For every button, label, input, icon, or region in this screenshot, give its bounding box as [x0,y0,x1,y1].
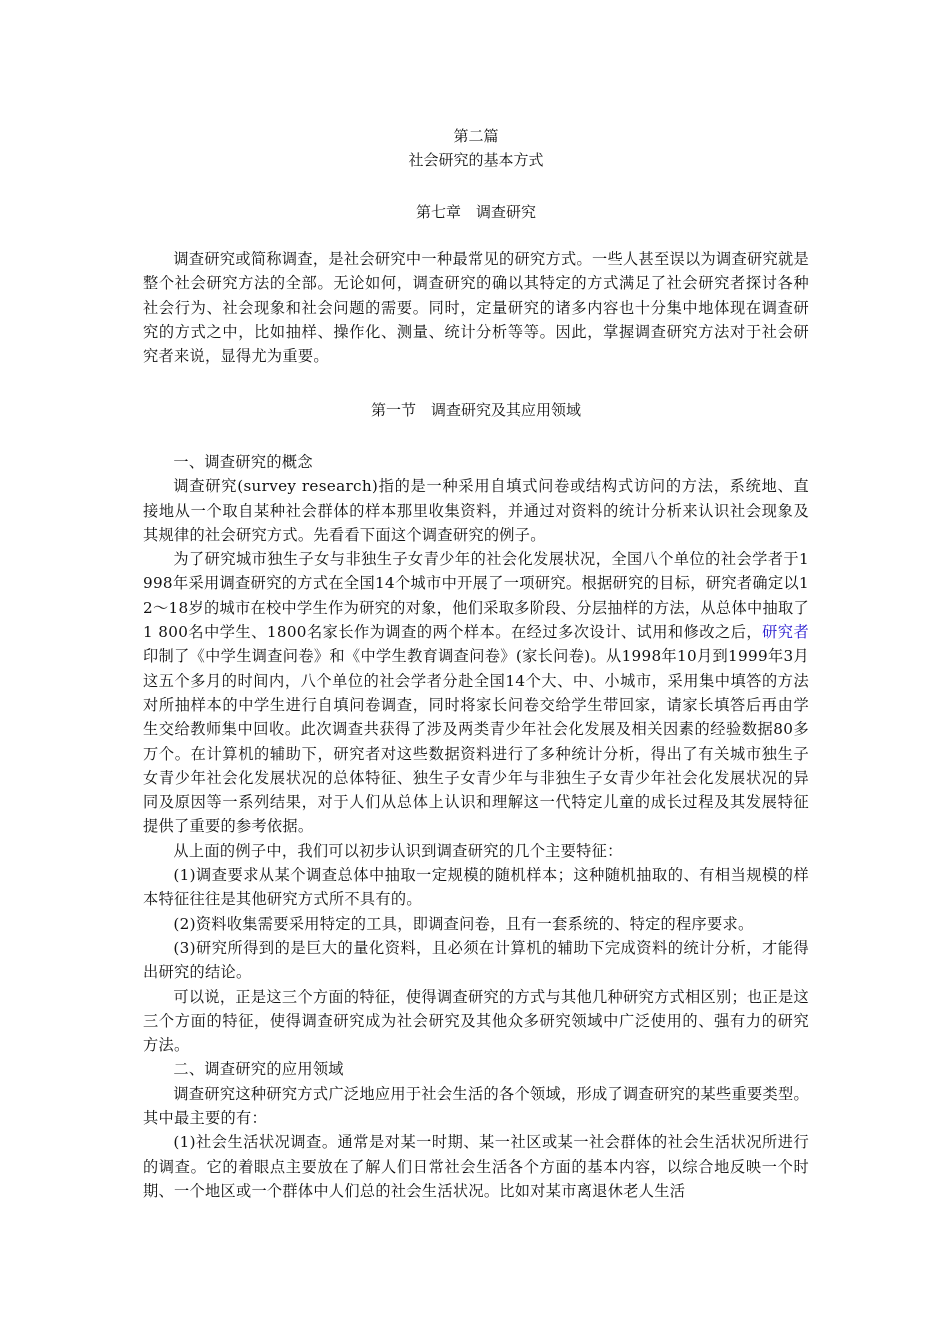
intro-paragraph: 调查研究或简称调查，是社会研究中一种最常见的研究方式。一些人甚至误以为调查研究就是整个社会研究方法的全部。无论如何，调查研究的确以其特定的方式满足了社会研究者探讨各种社会行为、社会现象和社会问题的需要。同时，定量研究的诸多内容也十分集中地体现在调查研究的方式之中，比如抽样、操作化、测量、统计分析等等。因此，掌握调查研究方法对于社会研究者来说，显得尤为重要。 [143,250,809,366]
researcher-link[interactable]: 研究者 [762,623,809,642]
feature-item-3: (3)研究所得到的是巨大的量化资料，且必须在计算机的辅助下完成资料的统计分析，才能得出研究的结论。 [143,938,809,982]
section-body [143,450,809,1203]
part-title: 第二篇 [453,127,499,145]
paragraph-features-intro: 从上面的例子中，我们可以初步认识到调查研究的几个主要特征： [173,841,623,860]
paragraph-domains: 调查研究这种研究方式广泛地应用于社会生活的各个领域，形成了调查研究的某些重要类型。其中最主要的有： [143,1084,809,1128]
chapter-intro [143,247,809,368]
section-title: 第一节 调查研究及其应用领域 [370,401,581,419]
heading-domains: 二、调查研究的应用领域 [173,1060,344,1079]
example-text-after-link: 印制了《中学生调查问卷》和《中学生教育调查问卷》(家长问卷)。从1998年10月到1999年3月这五个多月的时间内，八个单位的社会学者分赴全国14个大、中、小城市，采用集中填答的方法对所抽样本的中学生进行自填问卷调查，同时将家长问卷交给学生带回家，请家长填答后再由学生交给教师集中回收。此次调查共获得了涉及两类青少年社会化发展及相关因素的经验数据80多万个。在计算机的辅助下，研究者对这些数据资料进行了多种统计分析，得出了有关城市独生子女青少年社会化发展状况的总体特征、独生子女青少年与非独生子女青少年社会化发展状况的异同及原因等一系列结果，对于人们从总体上认识和理解这一代特定儿童的成长过程及其发展特征提供了重要的参考依据。 [143,647,809,836]
domain-item-1: (1)社会生活状况调查。通常是对某一时期、某一社区或某一社会群体的社会生活状况所进行的调查。它的着眼点主要放在了解人们日常社会生活各个方面的基本内容，以综合地反映一个时期、一个地区或一个群体中人们总的社会生活状况。比如对某市离退休老人生活 [143,1133,809,1200]
chapter-title: 第七章 调查研究 [415,203,536,221]
feature-item-2: (2)资料收集需要采用特定的工具，即调查问卷，且有一套系统的、特定的程序要求。 [173,914,754,933]
paragraph-summary: 可以说，正是这三个方面的特征，使得调查研究的方式与其他几种研究方式相区别；也正是这三个方面的特征，使得调查研究成为社会研究及其他众多研究领域中广泛使用的、强有力的研究方法。 [143,987,809,1055]
heading-concept: 一、调查研究的概念 [173,453,313,471]
paragraph-definition: 调查研究(survey research)指的是一种采用自填式问卷或结构式访问的方法，系统地、直接地从一个取自某种社会群体的样本那里收集资料，并通过对资料的统计分析来认识社会现象及其规律的社会研究方式。先看看下面这个调查研究的例子。 [143,477,809,544]
part-subtitle: 社会研究的基本方式 [408,151,544,169]
paragraph-example [143,547,809,839]
feature-item-1: (1)调查要求从某个调查总体中抽取一定规模的随机样本；这种随机抽取的、有相当规模的样本特征往往是其他研究方式所不具有的。 [143,866,809,909]
example-text-before-link: 为了研究城市独生子女与非独生子女青少年的社会化发展状况，全国八个单位的社会学者于1998年采用调查研究的方式在全国14个城市中开展了一项研究。根据研究的目标，研究者确定以12～18岁的城市在校中学生作为研究的对象，他们采取多阶段、分层抽样的方法，从总体中抽取了1 800名中学生、1800名家长作为调查的两个样本。在经过多次设计、试用和修改之后， [143,550,809,642]
